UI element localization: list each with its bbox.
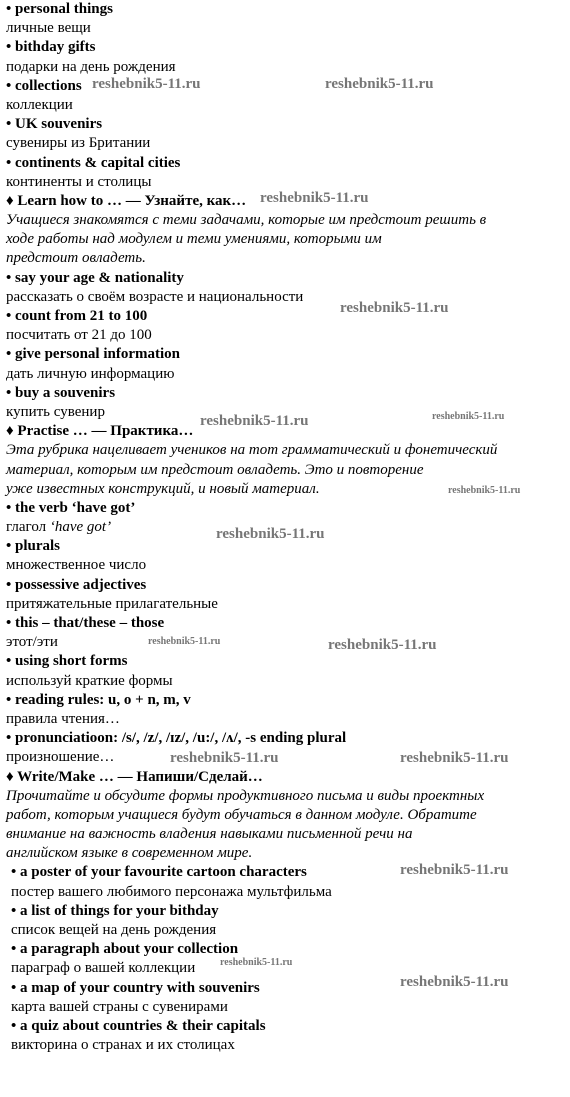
text-line: посчитать от 21 до 100 xyxy=(6,327,152,344)
watermark: reshebnik5-11.ru xyxy=(148,636,221,647)
heading-line: • bithday gifts xyxy=(6,39,96,56)
text-line: рассказать о своём возрасте и национальности xyxy=(6,288,304,305)
watermark: reshebnik5-11.ru xyxy=(328,637,437,653)
heading-line: • a map of your country with souvenirs xyxy=(11,979,260,996)
heading-line: ♦ Learn how to … — Узнайте, как… xyxy=(6,192,247,209)
watermark: reshebnik5-11.ru xyxy=(400,862,509,878)
heading-line: • this – that/these – those xyxy=(6,615,165,631)
text-line: личные вещи xyxy=(6,20,91,37)
heading-line: • possessive adjectives xyxy=(6,576,147,593)
italic-paragraph-line: карта вашей страны с сувенирами xyxy=(11,998,228,1015)
watermark: reshebnik5-11.ru xyxy=(340,300,449,316)
heading-line: • the verb ‘have got’ xyxy=(6,499,136,516)
watermark: reshebnik5-11.ru xyxy=(170,750,279,766)
italic-paragraph-line: список вещей на день рождения xyxy=(11,922,217,938)
text-line: сувениры из Британии xyxy=(6,135,151,152)
italic-paragraph-line: Учащиеся знакомятся с теми задачами, которые им предстоит решить в xyxy=(6,212,487,229)
watermark: reshebnik5-11.ru xyxy=(216,526,325,542)
text-line: используй краткие формы xyxy=(6,672,173,689)
text-line: притяжательные прилагательные xyxy=(6,595,218,612)
italic-paragraph-line: ходе работы над модулем и теми умениями, которыми им xyxy=(6,231,382,248)
text-line: коллекции xyxy=(6,96,73,113)
heading-line: • a quiz about countries & their capitals xyxy=(11,1017,266,1034)
italic-paragraph-line: материал, которым им предстоит овладеть. Это и повторение xyxy=(6,461,424,478)
watermark: reshebnik5-11.ru xyxy=(200,413,309,429)
heading-line: • a poster of your favourite cartoon characters xyxy=(11,864,307,881)
watermark: reshebnik5-11.ru xyxy=(432,411,505,422)
text-line: множественное число xyxy=(6,557,147,574)
watermark: reshebnik5-11.ru xyxy=(400,974,509,990)
watermark: reshebnik5-11.ru xyxy=(260,190,369,206)
italic-paragraph-line: предстоит овладеть. xyxy=(6,250,146,267)
heading-line: • UK souvenirs xyxy=(6,116,103,133)
italic-paragraph-line: работ, которым учащиеся будут обучаться в данном модуле. Обратите xyxy=(6,806,477,823)
text-line: подарки на день рождения xyxy=(6,58,176,75)
italic-paragraph-line: внимание на важность владения навыками письменной речи на xyxy=(6,826,413,843)
text-line: континенты и столицы xyxy=(6,173,152,190)
heading-line: • continents & capital cities xyxy=(6,154,181,171)
watermark: reshebnik5-11.ru xyxy=(92,76,201,92)
heading-line: • reading rules: u, o + n, m, v xyxy=(6,691,191,708)
heading-line: • count from 21 to 100 xyxy=(6,308,148,324)
heading-line: • collections xyxy=(6,77,82,94)
text-line: правила чтения… xyxy=(6,710,120,727)
heading-line: ♦ Write/Make … — Напиши/Сделай… xyxy=(6,768,263,785)
italic-paragraph-line: уже известных конструкций, и новый материал. xyxy=(6,480,320,497)
text-line: этот/эти xyxy=(6,634,58,651)
text-italic-part: ‘have got’ xyxy=(49,519,112,536)
watermark: reshebnik5-11.ru xyxy=(220,957,293,968)
heading-line: • personal things xyxy=(6,1,113,17)
heading-line: • using short forms xyxy=(6,653,128,670)
text-plain-part: глагол xyxy=(6,519,50,536)
heading-line: • plurals xyxy=(6,538,61,555)
italic-paragraph-line: параграф о вашей коллекции xyxy=(11,960,196,977)
watermark: reshebnik5-11.ru xyxy=(448,485,521,496)
text-line: купить сувенир xyxy=(6,403,105,420)
text-line: произношение… xyxy=(6,749,115,766)
italic-paragraph-line: английском языке в современном мире. xyxy=(6,845,253,862)
italic-paragraph-line: Прочитайте и обсудите формы продуктивного письма и виды проектных xyxy=(6,787,485,804)
heading-line: • give personal information xyxy=(6,346,180,363)
heading-line: • say your age & nationality xyxy=(6,269,184,286)
italic-paragraph-line: постер вашего любимого персонажа мультфильма xyxy=(11,883,332,900)
heading-line: • a list of things for your bithday xyxy=(11,902,219,919)
heading-line: • pronunciatioon: /s/, /z/, /ɪz/, /u:/, /ʌ/, -s ending plural xyxy=(6,730,347,747)
heading-line: ♦ Practise … — Практика… xyxy=(6,423,194,440)
heading-line: • a paragraph about your collection xyxy=(11,941,239,958)
heading-line: • buy a souvenirs xyxy=(6,384,116,401)
watermark: reshebnik5-11.ru xyxy=(400,750,509,766)
italic-paragraph-line: Эта рубрика нацеливает учеников на тот грамматический и фонетический xyxy=(6,442,498,459)
text-line: дать личную информацию xyxy=(6,365,175,382)
watermark: reshebnik5-11.ru xyxy=(325,76,434,92)
italic-paragraph-line: викторина о странах и их столицах xyxy=(11,1037,235,1054)
